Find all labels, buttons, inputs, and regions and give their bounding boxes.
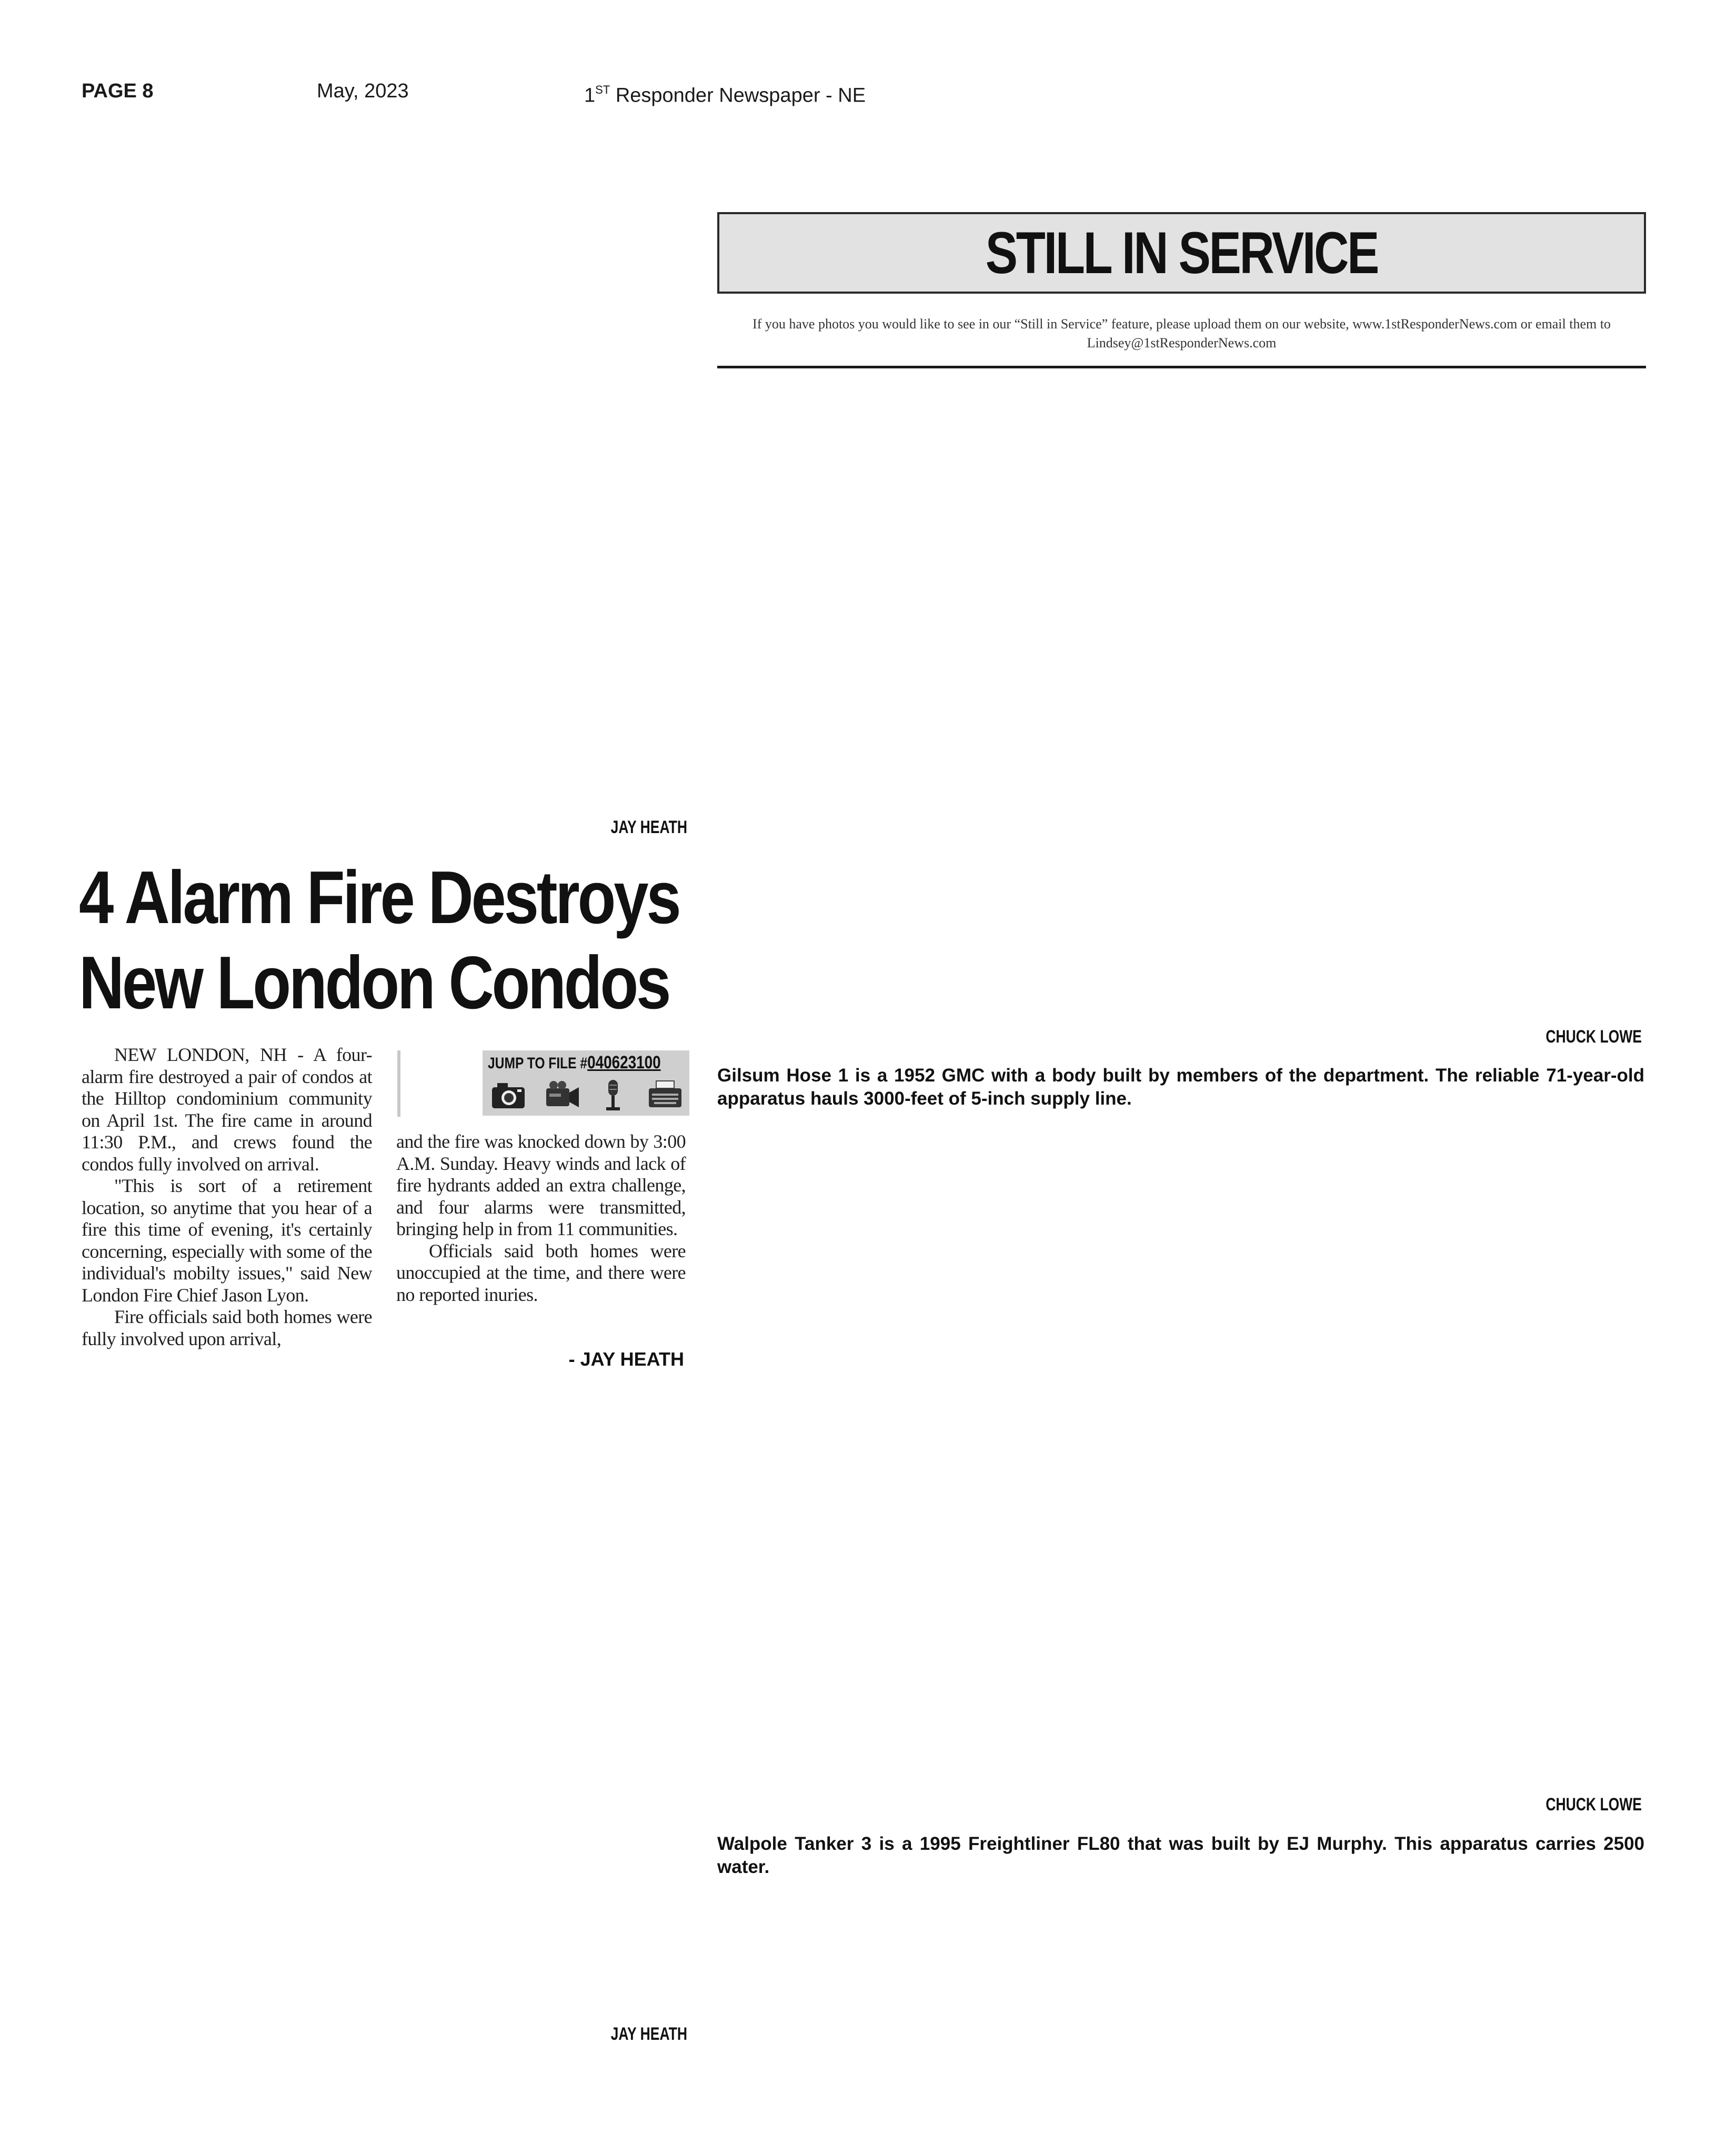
still-in-service-title: STILL IN SERVICE — [985, 220, 1378, 286]
article-paragraph: Fire officials said both homes were fully involved upon arrival, — [82, 1306, 372, 1349]
newspaper-name-superscript: ST — [595, 83, 610, 96]
article-paragraph: Officials said both homes were unoccupied at the time, and there were no reported inuries. — [396, 1240, 686, 1305]
camera-icon — [490, 1078, 529, 1113]
newspaper-name-rest: Responder Newspaper - NE — [610, 84, 866, 107]
page-number: PAGE 8 — [82, 80, 154, 102]
jump-to-file-label — [488, 1053, 661, 1073]
newspaper-name-prefix: 1 — [584, 84, 596, 107]
article-column-2 — [396, 1131, 686, 1306]
jump-to-file-number[interactable]: 040623100 — [587, 1053, 661, 1073]
photo-caption-gilsum: Gilsum Hose 1 is a 1952 GMC with a body built by members of the department. The reliable 71-year-old apparatus hauls 3000-feet of 5-inch supply line. — [717, 1065, 1644, 1109]
article-paragraph: "This is sort of a retirement location, so anytime that you hear of a fire this time of evening, it's certainly concerning, especially with some of the individual's mobilty issues," said New London Fire Chief Jason Lyon. — [82, 1175, 372, 1306]
article-paragraph: and the fire was knocked down by 3:00 A.M. Sunday. Heavy winds and lack of fire hydrants added an extra challenge, and four alarms were transmitted, bringing help in from 11 communities. — [396, 1131, 686, 1239]
article-column-1 — [82, 1044, 372, 1350]
issue-date: May, 2023 — [317, 80, 409, 102]
column-divider — [397, 1050, 400, 1117]
newspaper-name — [584, 79, 866, 108]
article-paragraph: NEW LONDON, NH - A four-alarm fire destroyed a pair of condos at the Hilltop condominium community on April 1st. The fire came in around 11:30 P.M., and crews found the condos fully involved on arrival. — [82, 1044, 372, 1175]
photo-credit-top-left: JAY HEATH — [610, 817, 687, 837]
still-in-service-banner — [717, 212, 1646, 294]
article-signoff: - JAY HEATH — [568, 1348, 684, 1370]
typewriter-icon — [646, 1078, 685, 1113]
jump-to-file-text: JUMP TO FILE # — [488, 1055, 588, 1072]
photo-credit-bottom-left: JAY HEATH — [610, 2024, 687, 2044]
jump-to-file-box[interactable] — [483, 1050, 689, 1116]
article-headline — [79, 855, 700, 1026]
section-divider — [717, 366, 1646, 368]
headline-line-1: 4 Alarm Fire Destroys — [79, 856, 679, 939]
photo-credit-walpole: CHUCK LOWE — [1546, 1795, 1642, 1815]
media-icons — [490, 1077, 685, 1114]
photo-caption-walpole: Walpole Tanker 3 is a 1995 Freightliner FL80 that was built by EJ Murphy. This apparatus carries 2500 water. — [717, 1834, 1644, 1877]
video-camera-icon — [542, 1078, 581, 1113]
still-in-service-note: If you have photos you would like to see in our “Still in Service” feature, please upload them on our website, www.1stResponderNews.com or email them to Lindsey@1stResponderNews.com — [752, 316, 1611, 350]
microphone-icon — [594, 1078, 633, 1113]
headline-line-2: New London Condos — [79, 941, 669, 1025]
photo-credit-gilsum: CHUCK LOWE — [1546, 1027, 1642, 1047]
